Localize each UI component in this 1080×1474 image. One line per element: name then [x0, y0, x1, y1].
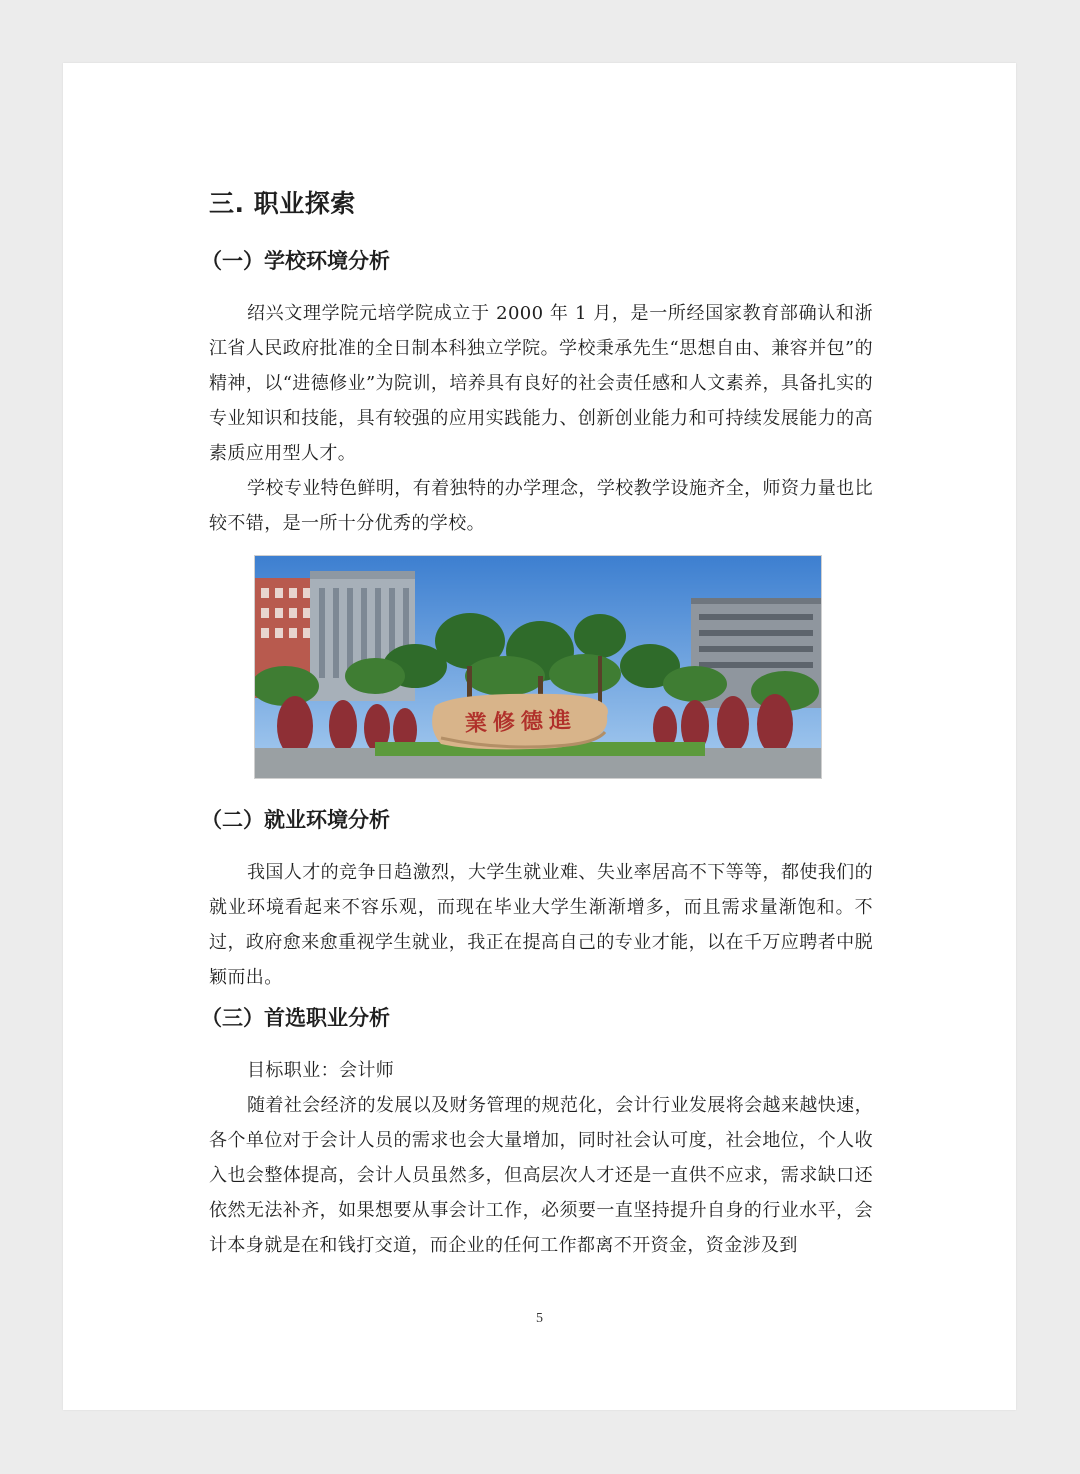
page-number: 5	[536, 1311, 543, 1326]
career-paragraph-1: 随着社会经济的发展以及财务管理的规范化，会计行业发展将会越来越快速，各个单位对于会计人员的需求也会大量增加，同时社会认可度，社会地位，个人收入也会整体提高，会计人员虽然多，但高层次人才还是一直供不应求，需求缺口还依然无法补齐，如果想要从事会计工作，必须要一直坚持提升自身的行业水平，会计本身就是在和钱打交道，而企业的任何工作都离不开资金，资金涉及到	[209, 1095, 873, 1256]
page-content	[201, 187, 873, 1263]
campus-photo	[254, 555, 822, 779]
career-heading: （三）首选职业分析	[201, 1006, 390, 1030]
employment-paragraph-1: 我国人才的竞争日趋激烈，大学生就业难、失业率居高不下等等，都使我们的就业环境看起来不容乐观，而现在毕业大学生渐渐增多，而且需求量渐饱和。不过，政府愈来愈重视学生就业，我正在提高自己的专业才能，以在千万应聘者中脱颖而出。	[209, 862, 873, 988]
rock-inscription: 業修德進	[464, 707, 578, 737]
school-paragraph-2: 学校专业特色鲜明，有着独特的办学理念，学校教学设施齐全，师资力量也比较不错，是一所十分优秀的学校。	[209, 478, 873, 534]
employment-heading: （二）就业环境分析	[201, 808, 390, 832]
school-heading: （一）学校环境分析	[201, 249, 390, 273]
section-title: 三. 职业探索	[209, 189, 356, 218]
document-page	[63, 63, 1016, 1410]
school-paragraph-1: 绍兴文理学院元培学院成立于 2000 年 1 月，是一所经国家教育部确认和浙江省人民政府批准的全日制本科独立学院。学校秉承先生“思想自由、兼容并包”的精神，以“进德修业”为院训，培养具有良好的社会责任感和人文素养，具备扎实的专业知识和技能，具有较强的应用实践能力、创新创业能力和可持续发展能力的高素质应用型人才。	[209, 303, 873, 464]
career-target: 目标职业：会计师	[247, 1060, 395, 1081]
